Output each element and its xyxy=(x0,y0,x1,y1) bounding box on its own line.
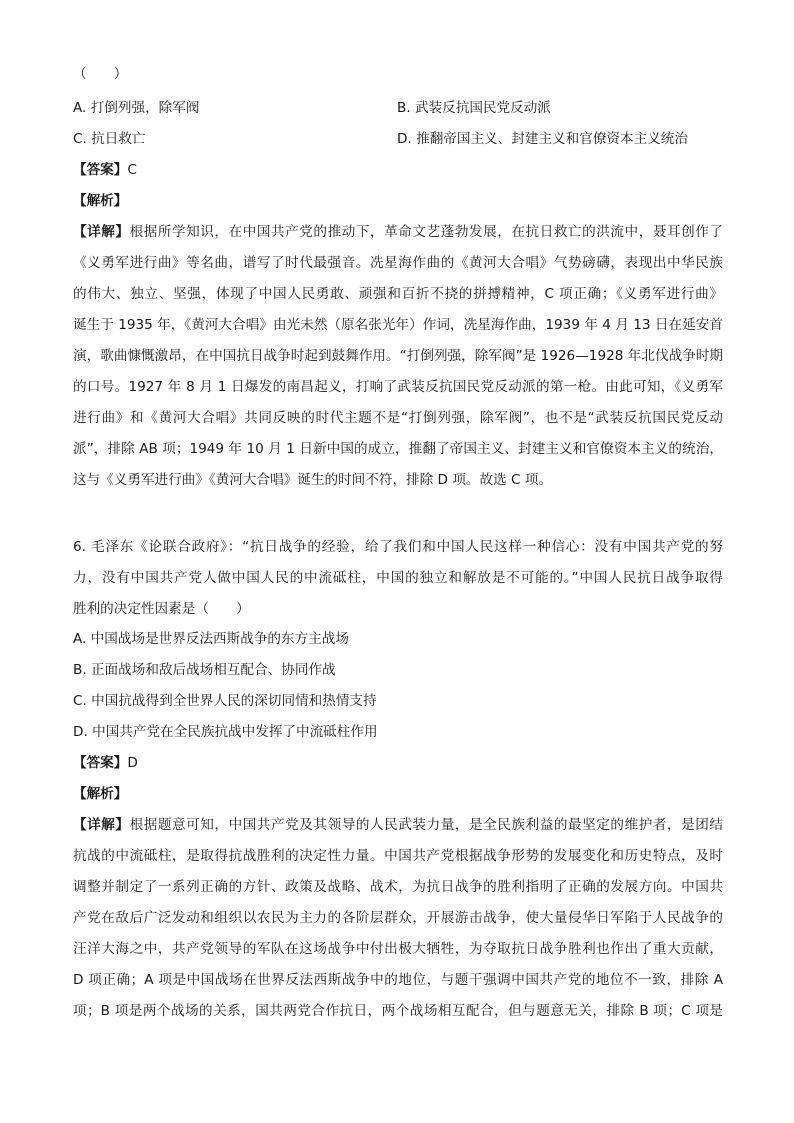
q5-answer-line xyxy=(73,160,137,180)
q6-stem-line-3: 胜利的决定性因素是（ ） xyxy=(73,601,250,617)
q5-stem-end: （ ） xyxy=(73,66,128,82)
q6-analysis-label: 【解析】 xyxy=(73,786,128,802)
q5-option-d: D. 推翻帝国主义、封建主义和官僚资本主义统治 xyxy=(397,131,688,147)
q6-detail-line-3: 调整并制定了一系列正确的方针、政策及战略、战术，为抗日战争的胜利指明了正确的发展方向。中国共 xyxy=(73,879,723,895)
q5-option-c: C. 抗日救亡 xyxy=(73,131,146,147)
q5-option-a: A. 打倒列强，除军阀 xyxy=(73,100,200,116)
q5-detail-line-9: 这与《义勇军进行曲》《黄河大合唱》诞生的时间不符，排除 D 项。故选 C 项。 xyxy=(73,472,553,488)
q5-option-b: B. 武装反抗国民党反动派 xyxy=(397,100,551,116)
q6-detail-line-2: 抗战的中流砥柱，是取得抗战胜利的决定性力量。中国共产党根据战争形势的发展变化和历史特点，及时 xyxy=(73,848,723,864)
q5-answer-value: C xyxy=(127,162,137,178)
answer-label: 【答案】 xyxy=(73,755,128,771)
q6-detail-line-7: 项；B 项是两个战场的关系，国共两党合作抗日，两个战场相互配合，但与题意无关，排除 B 项；C 项是 xyxy=(73,1003,723,1019)
q6-stem-line-2: 力，没有中国共产党人做中国人民的中流砥柱，中国的独立和解放是不可能的。”中国人民抗日战争取得 xyxy=(73,570,723,586)
q5-detail-line-2: 《义勇军进行曲》等名曲，谱写了时代最强音。冼星海作曲的《黄河大合唱》气势磅礴，表现出中华民族 xyxy=(73,255,723,271)
q6-option-b: B. 正面战场和敌后战场相互配合、协同作战 xyxy=(73,662,336,678)
detail-label: 【详解】 xyxy=(73,817,130,833)
q5-detail-line-5: 演，歌曲慷慨激昂，在中国抗日战争时起到鼓舞作用。“打倒列强，除军阀”是 1926—1928 年北伐战争时期 xyxy=(73,348,723,364)
q6-option-a: A. 中国战场是世界反法西斯战争的东方主战场 xyxy=(73,631,349,647)
q5-detail-line-7: 进行曲》和《黄河大合唱》共同反映的时代主题不是“打倒列强，除军阀”，也不是“武装反抗国民党反动 xyxy=(73,410,723,426)
q6-detail-line-6: D 项正确；A 项是中国战场在世界反法西斯战争中的地位，与题干强调中国共产党的地位不一致，排除 A xyxy=(73,972,723,988)
q6-option-d: D. 中国共产党在全民族抗战中发挥了中流砥柱作用 xyxy=(73,724,378,740)
detail-label: 【详解】 xyxy=(73,224,130,240)
q6-stem-line-1: 6. 毛泽东《论联合政府》：“抗日战争的经验，给了我们和中国人民这样一种信心：没有中国共产党的努 xyxy=(73,539,723,555)
q6-detail-line-5: 汪洋大海之中，共产党领导的军队在这场战争中付出极大牺牲，为夺取抗日战争胜利也作出了重大贡献， xyxy=(73,941,723,957)
q5-detail-line-3: 的伟大、独立、坚强，体现了中国人民勇敢、顽强和百折不挠的拼搏精神，C 项正确；《义勇军进行曲》 xyxy=(73,286,723,302)
q6-answer-value: D xyxy=(127,755,138,771)
q5-analysis-label: 【解析】 xyxy=(73,193,128,209)
q6-detail-line-1: 【详解】根据题意可知，中国共产党及其领导的人民武装力量，是全民族利益的最坚定的维护者，是团结 xyxy=(73,817,724,833)
q6-option-c: C. 中国抗战得到全世界人民的深切同情和热情支持 xyxy=(73,693,377,709)
q6-detail-line-4: 产党在敌后广泛发动和组织以农民为主力的各阶层群众，开展游击战争，使大量侵华日军陷于人民战争的 xyxy=(73,910,723,926)
answer-label: 【答案】 xyxy=(73,162,128,178)
q5-detail-line-6: 的口号。1927 年 8 月 1 日爆发的南昌起义，打响了武装反抗国民党反动派的第一枪。由此可知，《义勇军 xyxy=(73,379,723,395)
q5-detail-line-8: 派”，排除 AB 项；1949 年 10 月 1 日新中国的成立，推翻了帝国主义、封建主义和官僚资本主义的统治， xyxy=(73,441,723,457)
q5-detail-line-1: 【详解】根据所学知识，在中国共产党的推动下，革命文艺蓬勃发展，在抗日救亡的洪流中，聂耳创作了 xyxy=(73,224,724,240)
q5-detail-line-4: 诞生于 1935 年，《黄河大合唱》由光未然（原名张光年）作词，冼星海作曲，1939 年 4 月 13 日在延安首 xyxy=(73,317,723,333)
q6-answer-line xyxy=(73,753,138,773)
